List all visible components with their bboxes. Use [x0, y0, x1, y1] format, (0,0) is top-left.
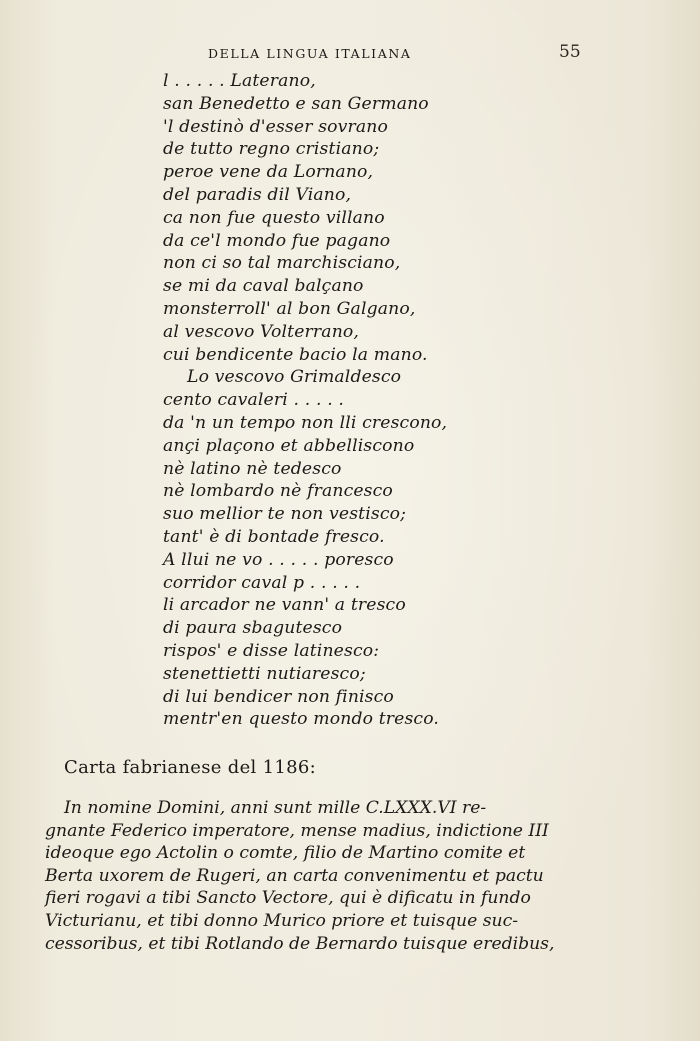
- poem-line: cento cavaleri . . . . .: [163, 390, 345, 411]
- poem-line: l . . . . . Laterano,: [163, 71, 316, 91]
- poem-line: del paradis dil Viano,: [163, 184, 352, 205]
- poem-line: suo mellior te non vestisco;: [163, 504, 407, 525]
- poem-line: monsterroll' al bon Galgano,: [163, 298, 416, 319]
- poem-line: da ce'l mondo fue pagano: [163, 230, 391, 251]
- poem-line: al vescovo Volterrano,: [163, 321, 360, 342]
- poem-line: rispos' e disse latinesco:: [163, 640, 380, 661]
- poem-line: di paura sbagutesco: [163, 618, 343, 639]
- poem-line: nè latino nè tedesco: [163, 458, 342, 479]
- poem-line: mentr'en questo mondo tresco.: [163, 709, 440, 730]
- poem-line: san Benedetto e san Germano: [163, 93, 429, 114]
- poem-line: 'l destinò d'esser sovrano: [163, 116, 389, 137]
- poem-line: tant' è di bontade fresco.: [163, 526, 385, 547]
- charter-line: ideoque ego Actolin o comte, filio de Martino comite et: [45, 843, 526, 864]
- page-number: 55: [559, 42, 581, 62]
- charter-line: In nomine Domini, anni sunt mille C.LXXX.VI re-: [64, 798, 487, 818]
- running-head: [0, 42, 700, 66]
- poem-line: de tutto regno cristiano;: [163, 139, 380, 160]
- poem-line: ca non fue questo villano: [163, 207, 385, 228]
- charter-line: Berta uxorem de Rugeri, an carta convenimentu et pactu: [45, 865, 544, 886]
- poem-block: [163, 70, 447, 731]
- running-head-title: DELLA LINGUA ITALIANA: [208, 46, 412, 61]
- charter-line: gnante Federico imperatore, mense madius, indictione III: [45, 820, 549, 841]
- poem-line: da 'n un tempo non lli crescono,: [163, 412, 448, 433]
- poem-line: peroe vene da Lornano,: [163, 162, 374, 183]
- poem-line: corridor caval p . . . . .: [163, 572, 361, 593]
- poem-line: cui bendicente bacio la mano.: [163, 344, 428, 365]
- poem-line: di lui bendicer non finisco: [163, 686, 394, 707]
- poem-line: non ci so tal marchisciano,: [163, 253, 401, 274]
- poem-line: nè lombardo nè francesco: [163, 481, 393, 502]
- poem-line: li arcador ne vann' a tresco: [163, 595, 406, 616]
- poem-line: stenettietti nutiaresco;: [163, 663, 366, 684]
- charter-line: cessoribus, et tibi Rotlando de Bernardo tuisque eredibus,: [45, 933, 555, 954]
- poem-line: ançi plaçono et abbelliscono: [163, 435, 415, 456]
- poem-line: A llui ne vo . . . . . poresco: [163, 549, 394, 570]
- charter-text: [45, 797, 615, 955]
- poem-stanza-start-line: Lo vescovo Grimaldesco: [187, 367, 402, 388]
- poem-line: se mi da caval balçano: [163, 276, 364, 297]
- charter-line: Victurianu, et tibi donno Murico priore et tuisque suc-: [45, 910, 519, 931]
- charter-line: fieri rogavi a tibi Sancto Vectore, qui è dificatu in fundo: [45, 888, 531, 909]
- section-heading: Carta fabrianese del 1186:: [64, 757, 316, 778]
